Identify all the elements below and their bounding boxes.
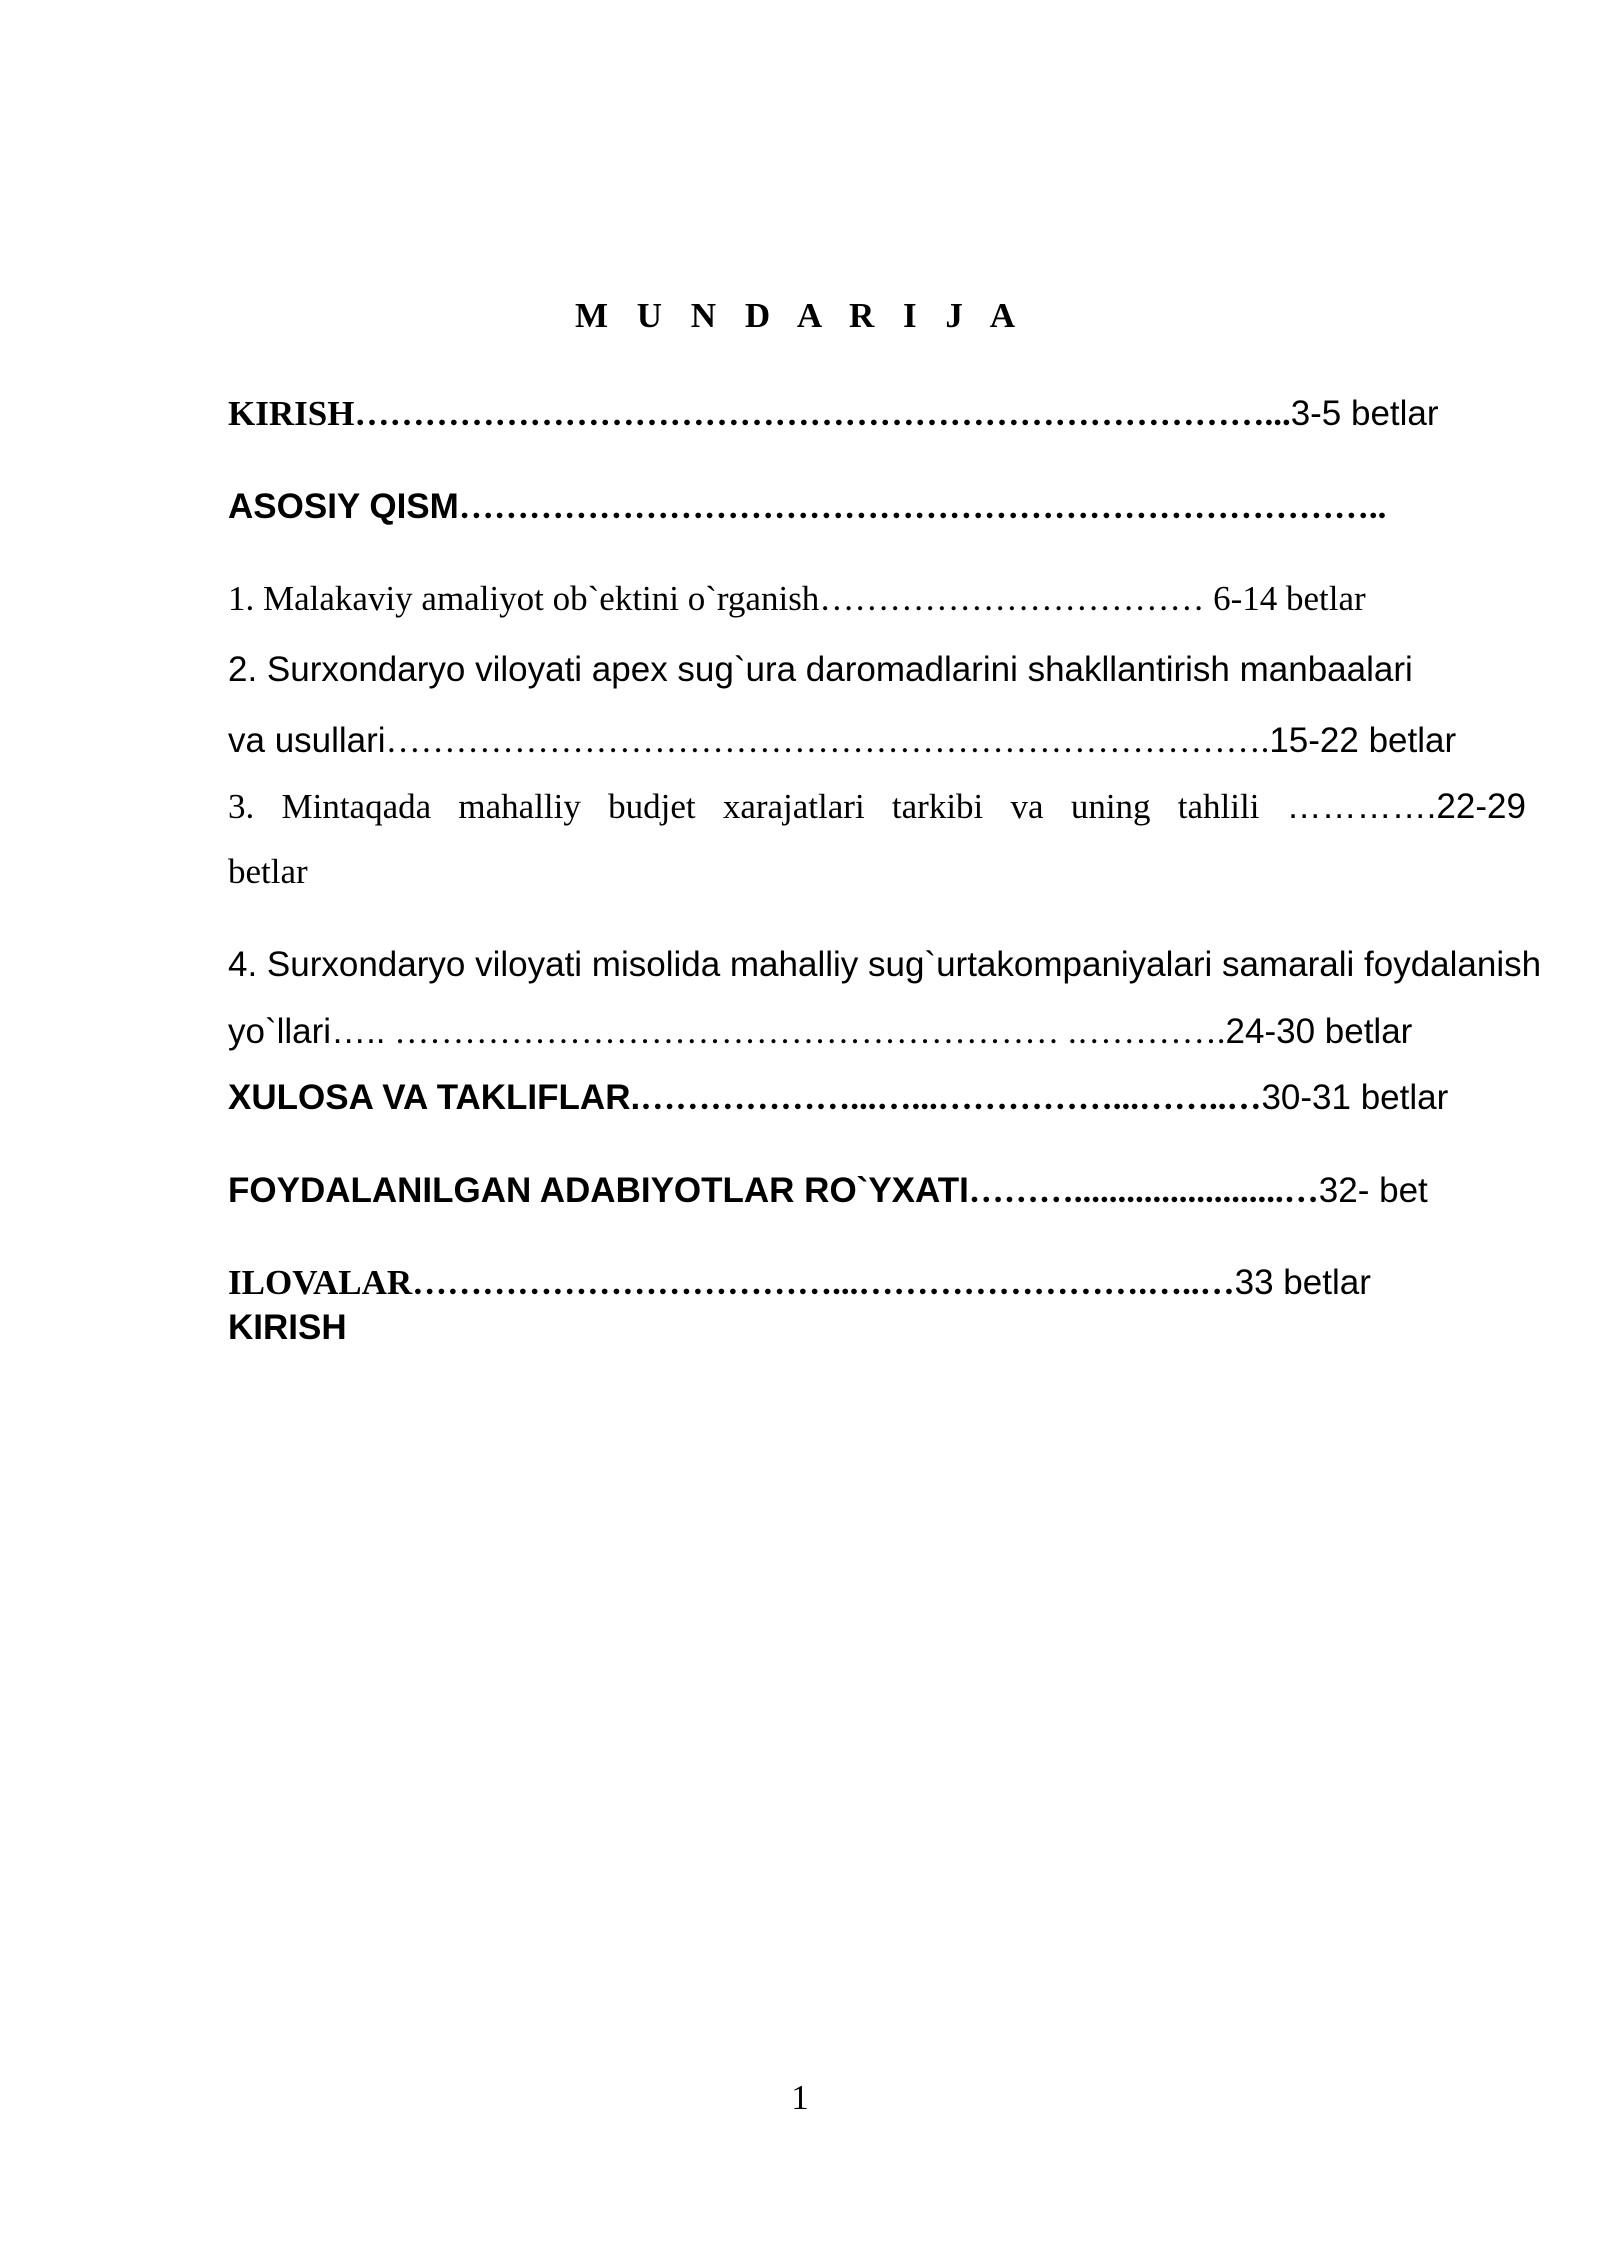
toc-leader: ……………………………………………………………………... xyxy=(354,394,1291,433)
toc-entry-label: ASOSIY QISM xyxy=(228,487,459,526)
toc-page-range: 6-14 betlar xyxy=(1213,579,1366,618)
toc-word: 3. xyxy=(228,787,255,826)
toc-entry-label: KIRISH xyxy=(228,394,355,433)
toc-entry-label: ILOVALAR xyxy=(228,1263,413,1302)
toc-page-range: 33 betlar xyxy=(1234,1263,1371,1302)
toc-entry-item-3-line-1 xyxy=(228,785,1526,829)
toc-word: va xyxy=(1010,787,1044,826)
page-title: M U N D A R I J A xyxy=(574,296,1026,335)
toc-word: mahalliy xyxy=(458,787,581,826)
toc-page-range: 15-22 betlar xyxy=(1269,721,1457,760)
toc-word: xarajatlari xyxy=(722,787,865,826)
toc-page-range: ………….22-29 xyxy=(1286,787,1526,826)
toc-leader: ………………...…...……………...……..… xyxy=(640,1078,1262,1117)
toc-entry-item-4-line-2 xyxy=(228,1010,1412,1054)
toc-word: tarkibi xyxy=(891,787,984,826)
page-number: 1 xyxy=(791,2078,809,2117)
toc-entry-xulosa xyxy=(228,1076,1448,1120)
section-heading-kirish: KIRISH xyxy=(228,1308,347,1347)
toc-entry-text: va usullari xyxy=(228,721,386,760)
toc-entry-item-3-line-2: betlar xyxy=(228,852,308,891)
toc-entry-label: FOYDALANILGAN ADABIYOTLAR RO`YXATI xyxy=(228,1171,969,1210)
toc-page-range: 30-31 betlar xyxy=(1261,1078,1449,1117)
toc-word: Mintaqada xyxy=(281,787,432,826)
toc-leader: ………………………………...…………………….…..… xyxy=(412,1263,1235,1302)
toc-word: uning xyxy=(1070,787,1151,826)
toc-entry-label: XULOSA VA TAKLIFLAR. xyxy=(228,1078,641,1117)
toc-entry-ilovalar xyxy=(228,1261,1371,1305)
toc-entry-text: 1. Malakaviy amaliyot ob`ektini o`rganish xyxy=(228,579,820,618)
toc-page-range: 32- bet xyxy=(1318,1171,1428,1210)
toc-entry-item-4-line-1: 4. Surxondaryo viloyati misolida mahalliy sug`urtakompaniyalari samarali foydalanish xyxy=(228,945,1542,984)
toc-leader: ………………………………………………… .…………. xyxy=(385,1012,1226,1051)
toc-leader: …………………………………………………………………. xyxy=(385,721,1270,760)
toc-entry-kirish xyxy=(228,392,1439,436)
toc-entry-item-2-line-1: 2. Surxondaryo viloyati apex sug`ura daromadlarini shakllantirish manbaalari xyxy=(228,650,1413,689)
toc-word: tahlili xyxy=(1177,787,1260,826)
toc-entry-foydalanilgan-adabiyotlar xyxy=(228,1169,1428,1213)
toc-entry-item-1 xyxy=(228,577,1366,621)
toc-page-range: 24-30 betlar xyxy=(1225,1012,1413,1051)
toc-page-range: 3-5 betlar xyxy=(1290,394,1439,433)
toc-leader: …………………………………………………………………….. xyxy=(458,487,1387,526)
toc-entry-item-2-line-2 xyxy=(228,719,1456,763)
toc-leader: ………........................… xyxy=(968,1171,1319,1210)
toc-leader: …………………………… xyxy=(819,579,1214,618)
toc-entry-text: yo`llari….. xyxy=(228,1012,386,1051)
toc-entry-asosiy-qism xyxy=(228,485,1386,529)
toc-word: budjet xyxy=(608,787,696,826)
